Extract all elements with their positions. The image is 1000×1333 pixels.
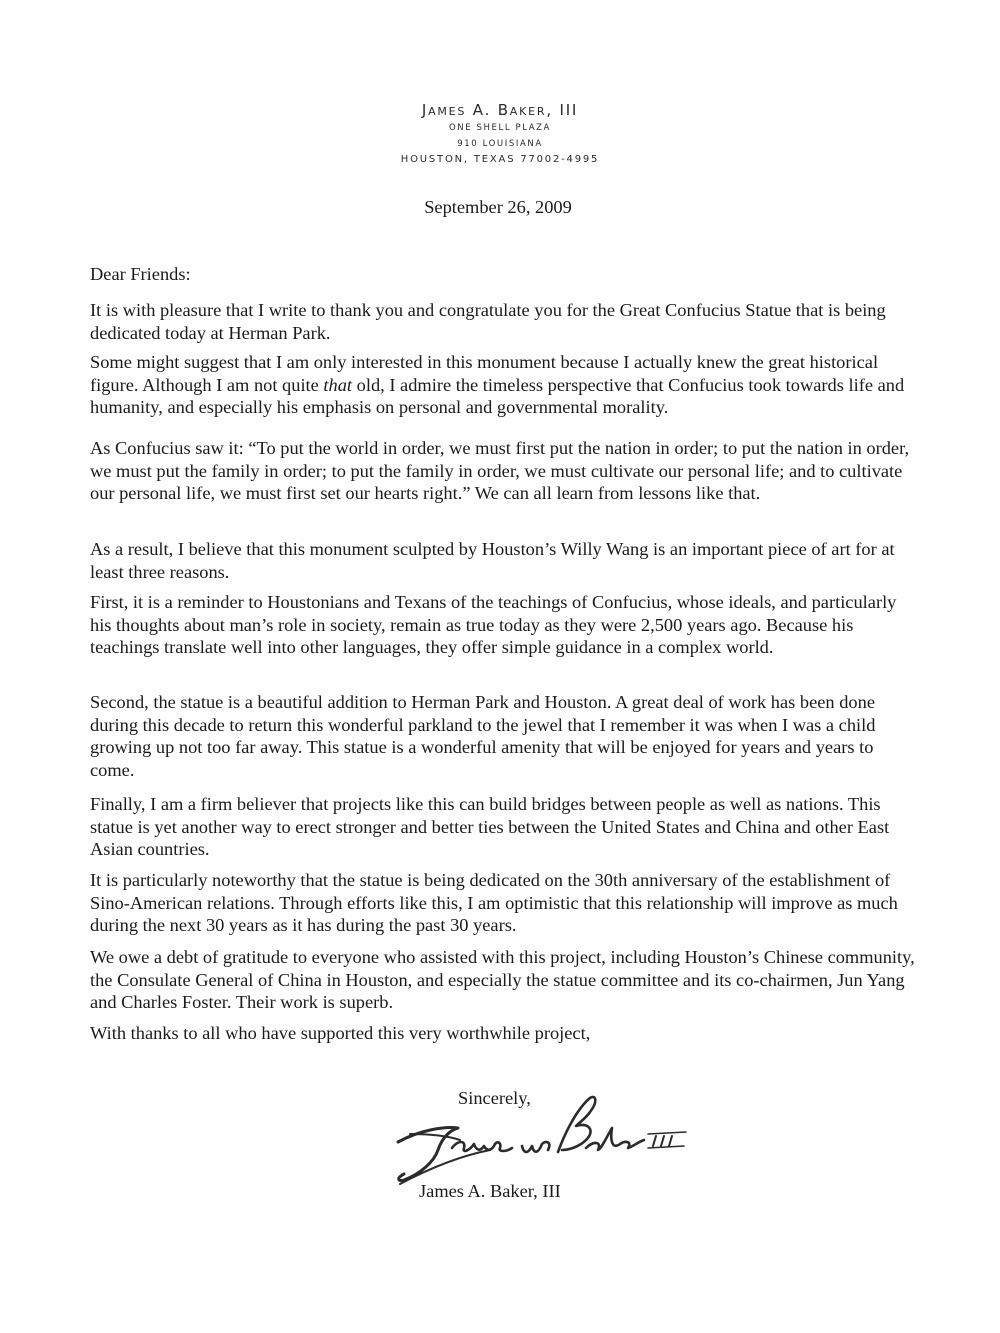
letterhead-name: James A. Baker, III	[421, 101, 579, 119]
body-paragraph-4: As a result, I believe that this monument sculpted by Houston’s Willy Wang is an important piece of art for at least three reasons.	[90, 539, 895, 582]
body-paragraph-6: Second, the statue is a beautiful addition to Herman Park and Houston. A great deal of work has been done during this decade to return this wonderful parkland to the jewel that I remember it was when I was a child growing up not too far away. This statue is a wonderful amenity that will be enjoyed for years and years to come.	[90, 692, 876, 780]
salutation: Dear Friends:	[90, 264, 191, 284]
body-paragraph-2	[90, 351, 920, 419]
handwritten-signature	[390, 1090, 720, 1185]
letterhead-address-line1: ONE SHELL PLAZA	[449, 123, 551, 133]
body-paragraph-1: It is with pleasure that I write to thank you and congratulate you for the Great Confucius Statue that is being dedicated today at Herman Park.	[90, 300, 886, 343]
body-paragraph-8: It is particularly noteworthy that the statue is being dedicated on the 30th anniversary of the establishment of Sino-American relations. Through efforts like this, I am optimistic that this relationship will improve as much during the next 30 years as it has during the past 30 years.	[90, 870, 898, 935]
body-paragraph-10: With thanks to all who have supported this very worthwhile project,	[90, 1023, 591, 1043]
signer-name: James A. Baker, III	[419, 1181, 561, 1201]
body-paragraph-7: Finally, I am a firm believer that projects like this can build bridges between people as well as nations. This statue is yet another way to erect stronger and better ties between the United States and China and other East Asian countries.	[90, 794, 890, 859]
paragraph-2-italic-word: that	[323, 374, 353, 395]
body-paragraph-3: As Confucius saw it: “To put the world in order, we must first put the nation in order; to put the nation in order, we must put the family in order; to put the family in order, we must cultivate our personal life; and to cultivate our personal life, we must first set our hearts right.” We can all learn from lessons like that.	[90, 438, 910, 503]
paragraph-2-text-end: old, I admire the timeless perspective that Confucius took towards life and humanity, and especially his emphasis on personal and governmental morality.	[90, 374, 905, 417]
body-paragraph-9: We owe a debt of gratitude to everyone who assisted with this project, including Houston’s Chinese community, the Consulate General of China in Houston, and especially the statue committee and its co-chairmen, Jun Yang and Charles Foster. Their work is superb.	[90, 947, 915, 1012]
letterhead-address-line3: HOUSTON, TEXAS 77002-4995	[400, 154, 600, 165]
letter-date: September 26, 2009	[424, 197, 572, 217]
paragraph-2-text-start: Some might suggest that I am only interested in this monument because I actually knew the great historical figure. Although I am not quite	[90, 352, 879, 395]
closing: Sincerely,	[458, 1088, 531, 1108]
letterhead-address-line2: 910 LOUISIANA	[457, 139, 543, 149]
body-paragraph-5: First, it is a reminder to Houstonians and Texans of the teachings of Confucius, whose ideals, and particularly his thoughts about man’s role in society, remain as true today as they were 2,500 years ago. Because his teachings translate well into other languages, they offer simple guidance in a complex world.	[90, 592, 897, 657]
